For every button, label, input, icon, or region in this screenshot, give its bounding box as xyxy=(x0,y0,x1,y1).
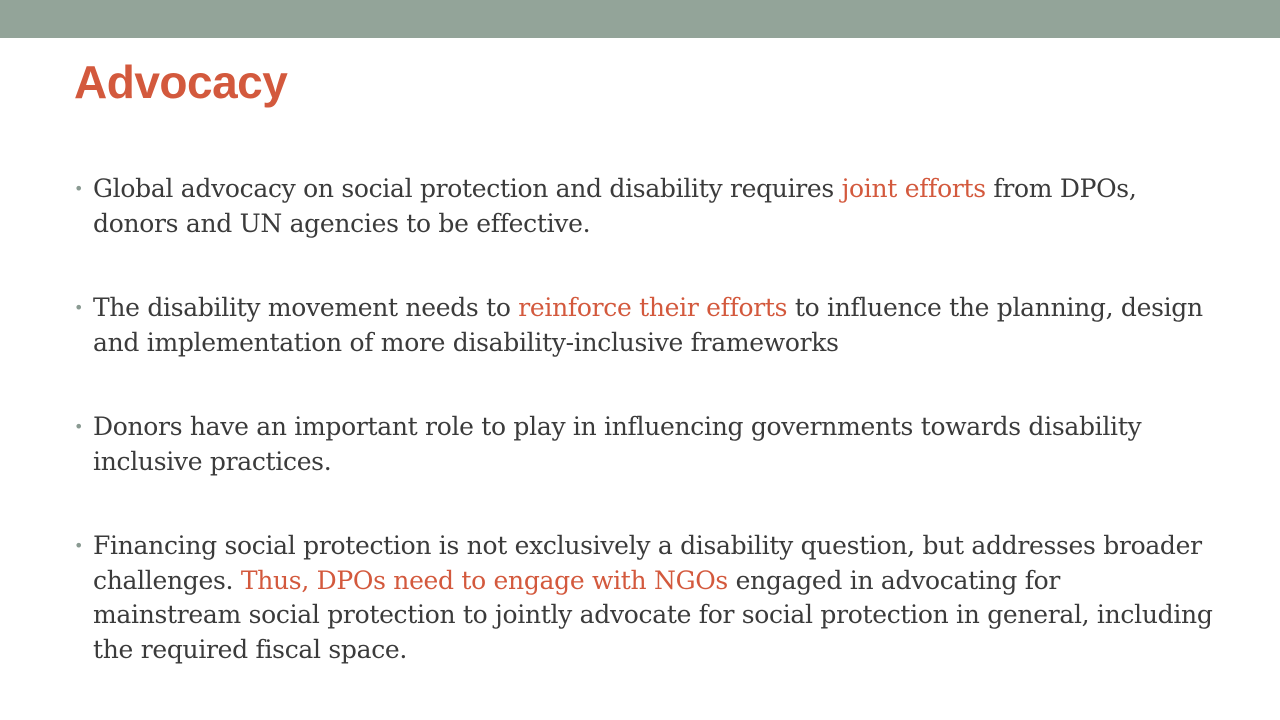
bullet-icon: • xyxy=(74,179,84,198)
bullet-text-segment: Donors have an important role to play in influencing governments towards disability inclusive practices. xyxy=(93,412,1142,476)
bullet-text-segment: engaged in advocating for mainstream social protection to jointly advocate for social protection in general, including the required fiscal space. xyxy=(93,565,1213,664)
bullet-highlight-text: joint efforts xyxy=(841,174,986,203)
bullet-text-segment: Financing social protection is not exclusively a disability question, but addresses broader challenges. xyxy=(93,531,1202,595)
bullet-item xyxy=(74,410,1214,479)
bullet-text-segment: to influence the planning, design and implementation of more disability-inclusive frameworks xyxy=(93,293,1203,357)
bullet-highlight-text: Thus, DPOs need to engage with NGOs xyxy=(240,565,728,595)
bullet-item xyxy=(74,172,1214,241)
bullet-text-segment: from DPOs, donors and UN agencies to be effective. xyxy=(93,174,1137,238)
bullet-list xyxy=(74,172,1214,667)
top-accent-bar xyxy=(0,0,1280,38)
bullet-icon: • xyxy=(74,417,84,436)
bullet-text-segment: Global advocacy on social protection and disability requires xyxy=(93,174,842,203)
bullet-item xyxy=(74,291,1214,360)
slide-title: Advocacy xyxy=(74,56,288,108)
bullet-item xyxy=(74,529,1214,667)
bullet-text-segment: The disability movement needs to xyxy=(93,293,519,322)
bullet-highlight-text: reinforce their efforts xyxy=(518,293,788,322)
bullet-icon: • xyxy=(74,298,84,317)
bullet-icon: • xyxy=(74,536,84,555)
